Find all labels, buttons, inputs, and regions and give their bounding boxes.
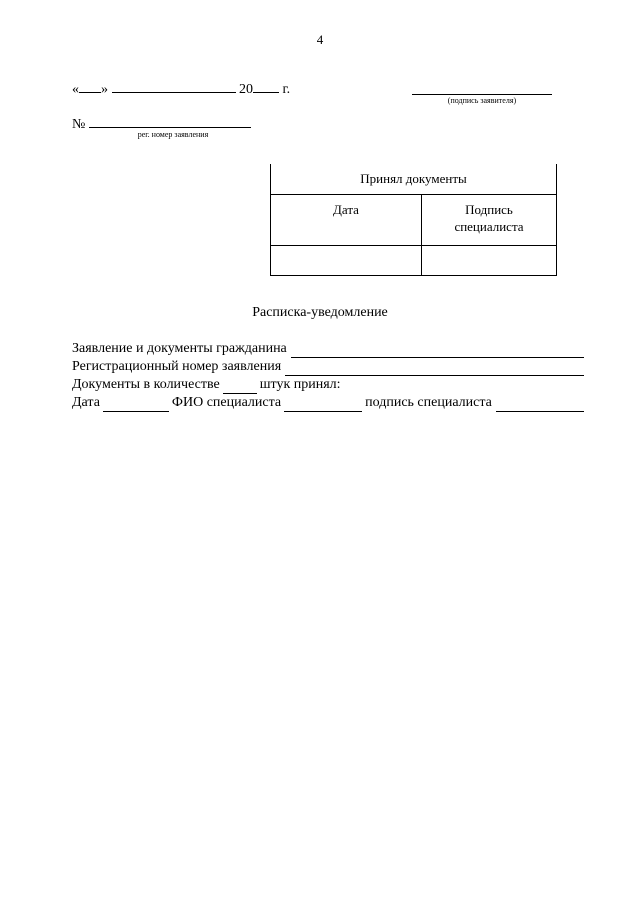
column-signature-line2: специалиста bbox=[454, 219, 524, 234]
quote-close: » bbox=[101, 82, 108, 97]
application-date-line bbox=[72, 80, 290, 98]
date-cell[interactable] bbox=[271, 246, 422, 276]
table-fill-row bbox=[271, 246, 557, 276]
year-prefix: 20 bbox=[239, 82, 253, 97]
receipt-form bbox=[72, 340, 584, 412]
column-date: Дата bbox=[271, 195, 422, 246]
documents-accepted-label: штук принял: bbox=[259, 377, 341, 392]
applicant-signature-line[interactable] bbox=[412, 94, 552, 95]
citizen-documents-label: Заявление и документы гражданина bbox=[72, 341, 287, 356]
fio-blank[interactable] bbox=[284, 398, 362, 412]
fio-label: ФИО специалиста bbox=[171, 395, 282, 410]
column-signature bbox=[422, 195, 557, 246]
page-number: 4 bbox=[316, 32, 324, 47]
month-blank[interactable] bbox=[112, 80, 236, 93]
specialist-row bbox=[72, 394, 584, 412]
registration-row bbox=[72, 358, 584, 376]
applicant-signature-caption: (подпись заявителя) bbox=[447, 96, 517, 105]
date-label: Дата bbox=[72, 395, 100, 410]
registration-number-blank[interactable] bbox=[89, 115, 251, 128]
registration-label: Регистрационный номер заявления bbox=[72, 359, 282, 374]
date-blank[interactable] bbox=[103, 398, 169, 412]
day-blank[interactable] bbox=[79, 80, 101, 93]
number-sign: № bbox=[72, 117, 86, 132]
table-header-row bbox=[271, 164, 557, 195]
registration-blank[interactable] bbox=[285, 362, 584, 376]
year-suffix: г. bbox=[282, 82, 291, 97]
citizen-documents-row bbox=[72, 340, 584, 358]
table-title: Принял документы bbox=[271, 164, 557, 195]
documents-accepted-table bbox=[270, 164, 557, 276]
documents-count-row bbox=[72, 376, 584, 394]
table-columns-row bbox=[271, 195, 557, 246]
citizen-name-blank[interactable] bbox=[291, 344, 584, 358]
documents-count-label: Документы в количестве bbox=[72, 377, 220, 392]
registration-number-caption: рег. номер заявления bbox=[137, 130, 209, 139]
quote-open: « bbox=[72, 82, 79, 97]
signature-cell[interactable] bbox=[422, 246, 557, 276]
column-signature-line1: Подпись bbox=[465, 202, 513, 217]
receipt-title: Расписка-уведомление bbox=[252, 305, 388, 320]
specialist-signature-blank[interactable] bbox=[496, 398, 584, 412]
documents-count-blank[interactable] bbox=[223, 380, 257, 394]
specialist-signature-label: подпись специалиста bbox=[365, 395, 492, 410]
year-blank[interactable] bbox=[253, 80, 279, 93]
